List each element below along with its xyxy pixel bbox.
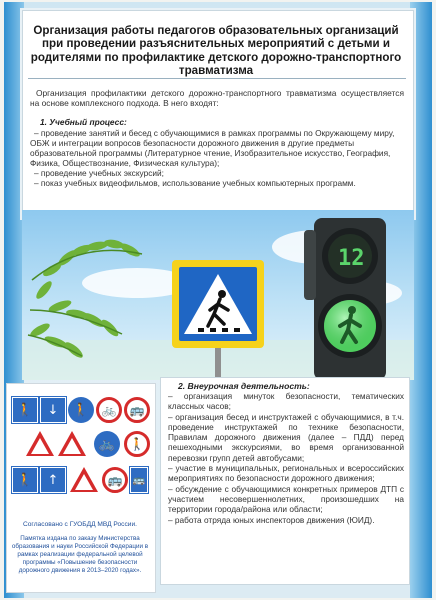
bus-prohibited-sign-icon: 🚌 <box>102 467 128 493</box>
bus-stop-sign-icon: 🚌 <box>130 467 148 493</box>
section-2-list <box>168 391 404 525</box>
pedestrian-path-sign-icon: 🚶 <box>68 397 94 423</box>
section-2-item: – организация бесед и инструктажей с обучающимися, в т.ч. проведение инструктажей по технике безопасности, Правилам дорожного движения (далее – ПДД) перед пешеходными экскурсиями, во время организованной перевозки групп детей автобусами; <box>168 411 404 463</box>
no-bicycles-sign-icon: 🚲 <box>96 397 122 423</box>
road-signs-grid <box>10 395 150 505</box>
section-1-item: – показ учебных видеофильмов, использование учебных компьютерных программ. <box>34 178 356 189</box>
section-2-item: – организация минуток безопасности, тематических классных часов; <box>168 391 404 412</box>
children-warning-sign-icon <box>26 431 54 457</box>
title-divider <box>28 78 406 79</box>
page-title: Организация работы педагогов образовательных организаций при проведении разъяснительных мероприятий с детьми и родителями по профилактике детского дорожно-транспортного травматизма <box>30 24 402 78</box>
approval-note: Согласовано с ГУОБДД МВД России. <box>23 521 137 528</box>
intro-paragraph: Организация профилактики детского дорожно-транспортного травматизма осуществляется на основе комплексного подхода. В него входят: <box>30 88 404 109</box>
countdown-display: 12 <box>338 246 365 271</box>
section-2-title: 2. Внеурочная деятельность: <box>178 381 310 391</box>
bicycle-warning-sign-icon <box>70 467 98 493</box>
crossing-sign <box>172 260 264 348</box>
section-2-item: – обсуждение с обучающимися конкретных примеров ДТП с участием несовершеннолетних, произошедших на территории города/района или области; <box>168 483 404 515</box>
section-1-title: 1. Учебный процесс: <box>40 117 127 127</box>
overpass-sign-icon: ↑ <box>40 467 66 493</box>
bicycle-path-sign-icon: 🚲 <box>94 431 120 457</box>
pedestrian-crossing-sign-icon: 🚶 <box>12 397 38 423</box>
section-1-item: – проведение занятий и бесед с обучающимися в рамках программы по Окружающему миру, ОБЖ и интеграции вопросов безопасности дорожного движения в другие предметы образовательной программы (Литературное чтение, Изобразительное искусство, География, Физика, Обществознание, Физическая культура); <box>30 128 395 169</box>
section-2-item: – участие в муниципальных, региональных и всероссийских мероприятиях по безопасности дорожного движения; <box>168 463 404 484</box>
traffic-light <box>304 218 386 380</box>
sign-pole <box>215 348 221 380</box>
section-1-list <box>30 128 408 189</box>
underpass-sign-icon: ↓ <box>40 397 66 423</box>
illustration-art <box>22 210 414 380</box>
no-bus-sign-icon: 🚌 <box>124 397 150 423</box>
publication-note: Памятка издана по заказу Министерства образования и науки Российской Федерации в рамках реализации федеральной целевой программы «Повышение безопасности дорожного движения в 2013–2020 годах». <box>11 535 149 574</box>
section-1-item: – проведение учебных экскурсий; <box>34 168 164 179</box>
crossing-sign-2-icon: 🚶 <box>12 467 38 493</box>
section-2-item: – работа отряда юных инспекторов движения (ЮИД). <box>168 514 375 525</box>
traffic-illustration <box>22 210 414 380</box>
pedestrian-warning-sign-icon <box>58 431 86 457</box>
no-pedestrians-sign-icon: 🚶 <box>124 431 150 457</box>
